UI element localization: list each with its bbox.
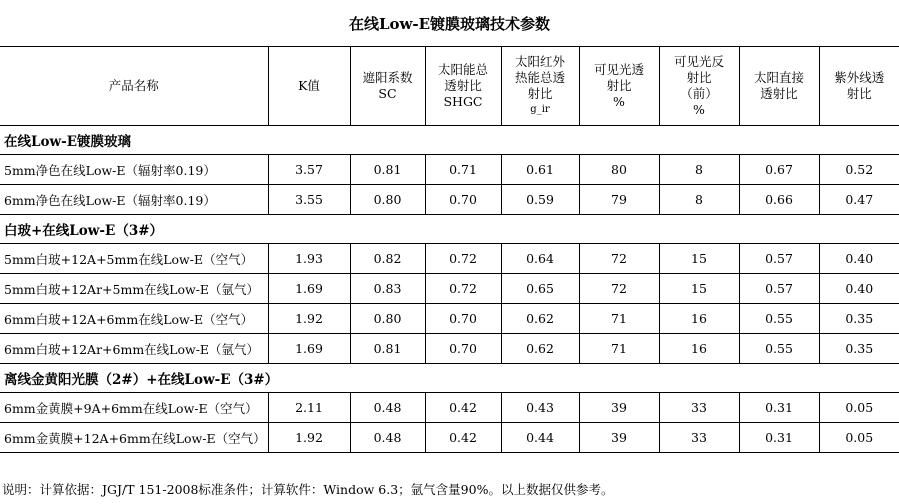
column-header-line: 太阳红外 (514, 54, 565, 69)
value-cell: 0.70 (425, 334, 501, 364)
value-cell: 0.80 (350, 185, 425, 215)
table-row (0, 185, 899, 215)
column-header-line: 遮阳系数 (362, 70, 413, 85)
column-header (659, 47, 739, 126)
column-header-line: 射比 (846, 86, 872, 101)
value-cell: 1.92 (268, 304, 350, 334)
column-header-line: 太阳直接 (753, 70, 804, 85)
value-cell: 0.35 (819, 304, 899, 334)
value-cell: 15 (659, 274, 739, 304)
value-cell: 0.61 (501, 155, 579, 185)
value-cell: 1.93 (268, 244, 350, 274)
value-cell: 0.05 (819, 393, 899, 423)
column-header-line: 可见光反 (673, 54, 724, 69)
column-header-line: 射比 (686, 70, 712, 85)
value-cell: 71 (579, 304, 659, 334)
product-name-cell: 6mm白玻+12Ar+6mm在线Low-E（氩气） (0, 334, 268, 364)
column-header (350, 47, 425, 126)
value-cell: 79 (579, 185, 659, 215)
page-title: 在线Low-E镀膜玻璃技术参数 (348, 15, 551, 33)
value-cell: 0.35 (819, 334, 899, 364)
value-cell: 0.47 (819, 185, 899, 215)
value-cell: 0.44 (501, 423, 579, 453)
value-cell: 16 (659, 304, 739, 334)
value-cell: 0.62 (501, 334, 579, 364)
value-cell: 0.05 (819, 423, 899, 453)
value-cell: 0.31 (739, 423, 819, 453)
product-name-cell: 5mm白玻+12Ar+5mm在线Low-E（氩气） (0, 274, 268, 304)
value-cell: 0.43 (501, 393, 579, 423)
value-cell: 0.59 (501, 185, 579, 215)
value-cell: 0.31 (739, 393, 819, 423)
column-header-line: 可见光透 (593, 62, 644, 77)
value-cell: 39 (579, 393, 659, 423)
value-cell: 1.69 (268, 334, 350, 364)
column-header (268, 47, 350, 126)
column-header-line: 热能总透 (514, 70, 565, 85)
value-cell: 0.82 (350, 244, 425, 274)
column-header-line: 太阳能总 (437, 62, 488, 77)
value-cell: 15 (659, 244, 739, 274)
product-name-cell: 5mm净色在线Low-E（辐射率0.19） (0, 155, 268, 185)
column-header-line: 透射比 (444, 78, 482, 93)
table-row (0, 334, 899, 364)
value-cell: 33 (659, 393, 739, 423)
column-header-line: SHGC (443, 94, 483, 109)
value-cell: 72 (579, 244, 659, 274)
column-header-line: K值 (298, 78, 320, 93)
value-cell: 0.40 (819, 244, 899, 274)
group-title: 离线金黄阳光膜（2#）+在线Low-E（3#） (0, 364, 899, 393)
table-row (0, 244, 899, 274)
group-row (0, 126, 899, 155)
group-row (0, 215, 899, 244)
value-cell: 0.55 (739, 334, 819, 364)
column-header (501, 47, 579, 126)
value-cell: 1.69 (268, 274, 350, 304)
column-header-line: SC (378, 86, 397, 101)
value-cell: 0.65 (501, 274, 579, 304)
value-cell: 0.57 (739, 244, 819, 274)
value-cell: 0.55 (739, 304, 819, 334)
value-cell: 16 (659, 334, 739, 364)
header-row (0, 47, 899, 126)
value-cell: 0.80 (350, 304, 425, 334)
column-header-line: （前） (680, 86, 718, 101)
value-cell: 72 (579, 274, 659, 304)
value-cell: 0.83 (350, 274, 425, 304)
value-cell: 0.42 (425, 423, 501, 453)
table-row (0, 393, 899, 423)
value-cell: 0.67 (739, 155, 819, 185)
value-cell: 1.92 (268, 423, 350, 453)
value-cell: 8 (659, 155, 739, 185)
group-title: 在线Low-E镀膜玻璃 (0, 126, 899, 155)
value-cell: 2.11 (268, 393, 350, 423)
value-cell: 0.81 (350, 155, 425, 185)
value-cell: 0.52 (819, 155, 899, 185)
column-header (739, 47, 819, 126)
value-cell: 0.81 (350, 334, 425, 364)
product-name-cell: 6mm金黄膜+12A+6mm在线Low-E（空气） (0, 423, 268, 453)
column-header-line: % (613, 94, 625, 109)
value-cell: 0.72 (425, 244, 501, 274)
column-header (579, 47, 659, 126)
product-name-cell: 5mm白玻+12A+5mm在线Low-E（空气） (0, 244, 268, 274)
column-header-line: 透射比 (760, 86, 798, 101)
value-cell: 33 (659, 423, 739, 453)
value-cell: 0.64 (501, 244, 579, 274)
value-cell: 0.42 (425, 393, 501, 423)
column-header (425, 47, 501, 126)
value-cell: 0.66 (739, 185, 819, 215)
value-cell: 0.57 (739, 274, 819, 304)
value-cell: 0.62 (501, 304, 579, 334)
value-cell: 3.57 (268, 155, 350, 185)
value-cell: 0.70 (425, 185, 501, 215)
value-cell: 0.48 (350, 393, 425, 423)
value-cell: 71 (579, 334, 659, 364)
column-header-line: 紫外线透 (834, 70, 885, 85)
product-name-cell: 6mm白玻+12A+6mm在线Low-E（空气） (0, 304, 268, 334)
value-cell: 3.55 (268, 185, 350, 215)
column-header-line: 射比 (606, 78, 632, 93)
value-cell: 0.40 (819, 274, 899, 304)
value-cell: 0.71 (425, 155, 501, 185)
table-row (0, 274, 899, 304)
table-row (0, 423, 899, 453)
column-header-line: g_ir (530, 104, 550, 115)
value-cell: 8 (659, 185, 739, 215)
column-header-line: 产品名称 (108, 78, 159, 93)
product-name-cell: 6mm净色在线Low-E（辐射率0.19） (0, 185, 268, 215)
value-cell: 80 (579, 155, 659, 185)
group-title: 白玻+在线Low-E（3#） (0, 215, 899, 244)
column-header (819, 47, 899, 126)
group-row (0, 364, 899, 393)
table-row (0, 155, 899, 185)
footnote: 说明：计算依据：JGJ/T 151-2008标准条件；计算软件：Window 6.3；氩气含量90%。以上数据仅供参考。 (2, 482, 614, 497)
value-cell: 0.72 (425, 274, 501, 304)
value-cell: 39 (579, 423, 659, 453)
value-cell: 0.70 (425, 304, 501, 334)
spec-table (0, 46, 899, 453)
table-row (0, 304, 899, 334)
value-cell: 0.48 (350, 423, 425, 453)
column-header (0, 47, 268, 126)
column-header-line: % (693, 102, 705, 117)
product-name-cell: 6mm金黄膜+9A+6mm在线Low-E（空气） (0, 393, 268, 423)
column-header-line: 射比 (527, 86, 553, 101)
